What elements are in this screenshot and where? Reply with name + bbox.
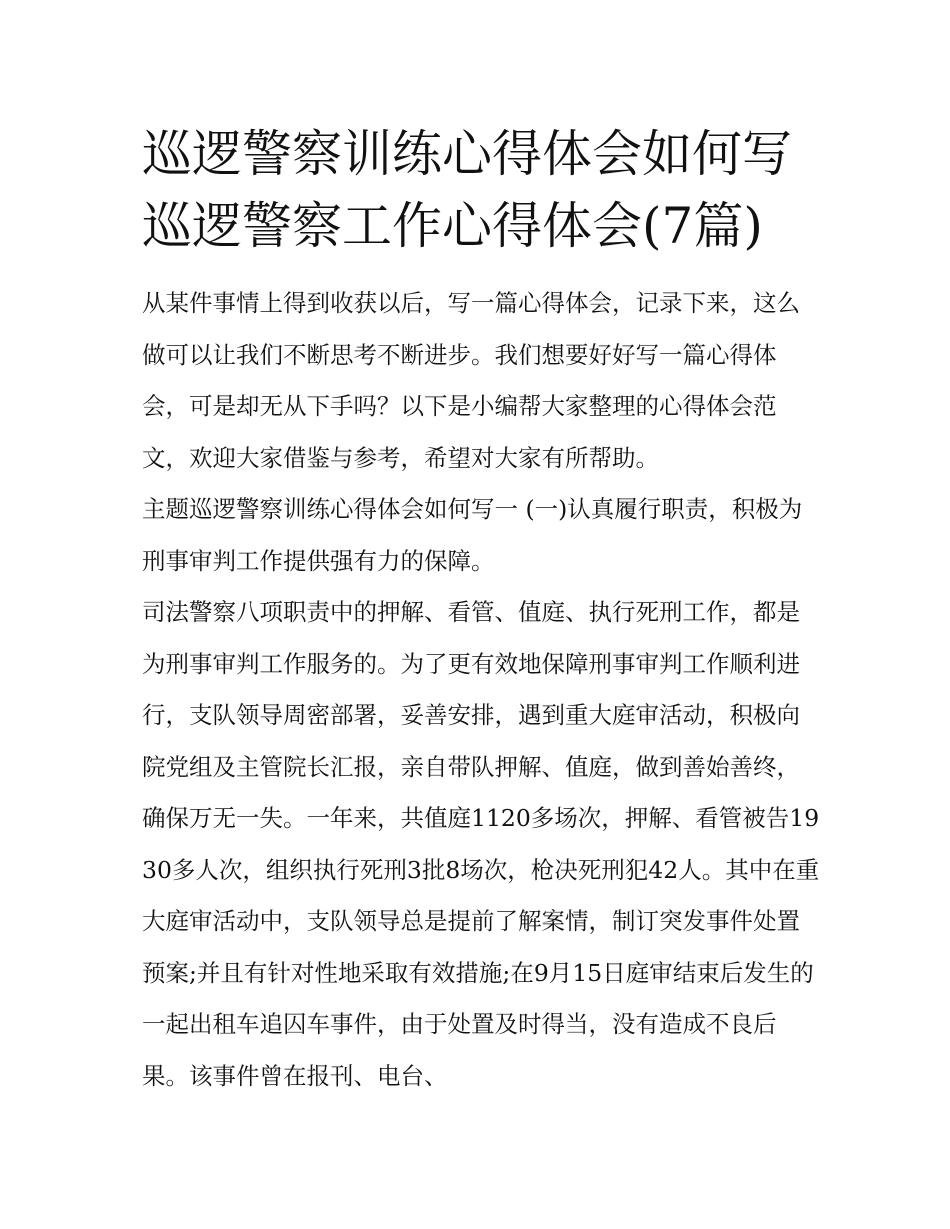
paragraph-intro: 从某件事情上得到收获以后，写一篇心得体会，记录下来，这么做可以让我们不断思考不断进步。我们想要好好写一篇心得体会，可是却无从下手吗？以下是小编帮大家整理的心得体会范文，欢迎大家借鉴与参考，希望对大家有所帮助。 xyxy=(142,289,800,472)
document-body xyxy=(142,278,822,1102)
paragraph-topic: 主题巡逻警察训练心得体会如何写一 (一)认真履行职责，积极为刑事审判工作提供强有力的保障。 xyxy=(142,495,803,575)
document-title: 巡逻警察训练心得体会如何写巡逻警察工作心得体会(7篇) xyxy=(142,125,792,255)
paragraph-main: 司法警察八项职责中的押解、看管、值庭、执行死刑工作，都是为刑事审判工作服务的。为了更有效地保障刑事审判工作顺利进行，支队领导周密部署，妥善安排，遇到重大庭审活动，积极向院党组及主管院长汇报，亲自带队押解、值庭，做到善始善终，确保万无一失。一年来，共值庭1120多场次，押解、看管被告1930多人次，组织执行死刑3批8场次，枪决死刑犯42人。其中在重大庭审活动中，支队领导总是提前了解案情，制订突发事件处置预案;并且有针对性地采取有效措施;在9月15日庭审结束后发生的一起出租车追囚车事件，由于处置及时得当，没有造成不良后果。该事件曾在报刊、电台、 xyxy=(142,598,820,1090)
